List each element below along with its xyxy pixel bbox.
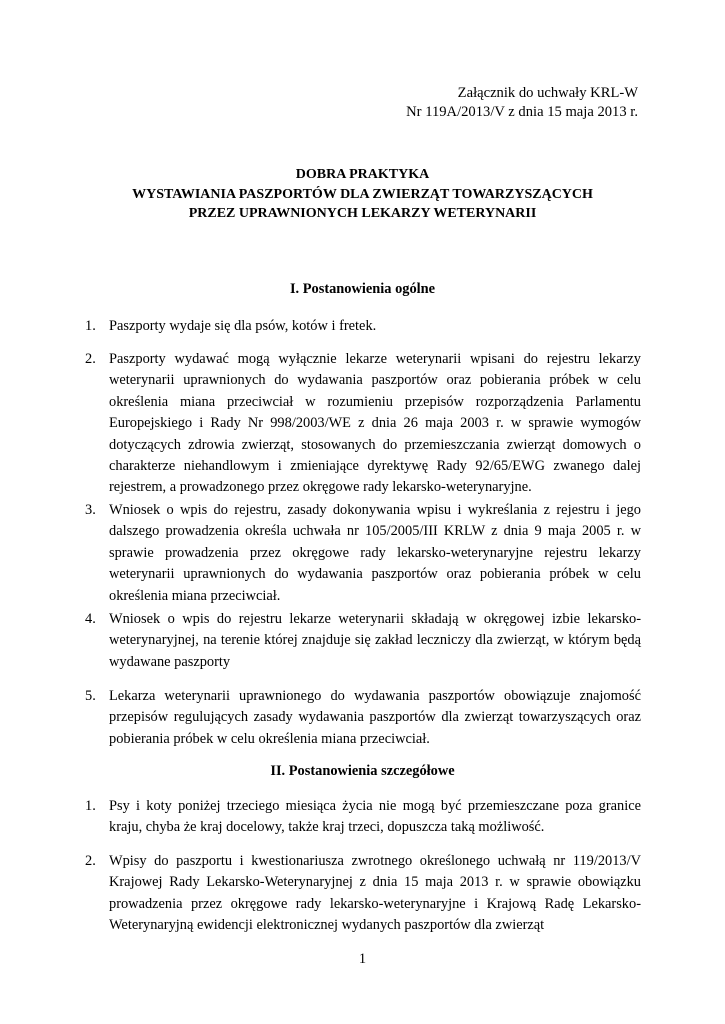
- section-2-heading: II. Postanowienia szczegółowe: [270, 763, 455, 779]
- list-item-number: 5.: [85, 688, 96, 704]
- list-item-number: 1.: [85, 798, 96, 814]
- section-1-heading: I. Postanowienia ogólne: [289, 281, 436, 297]
- list-item: [85, 851, 641, 937]
- annex-line-1: Załącznik do uchwały KRL-W: [457, 85, 638, 101]
- document-title: [0, 165, 725, 224]
- page-number: 1: [358, 951, 367, 967]
- list-item-text: Lekarza weterynarii uprawnionego do wydawania paszportów obowiązuje znajomość przepisów regulujących zasady wydawania paszportów dla zwierząt towarzyszących oraz pobierania próbek w celu określenia miana przeciwciał.: [109, 688, 641, 747]
- list-item: [85, 349, 641, 499]
- list-item-text: Paszporty wydaje się dla psów, kotów i fretek.: [109, 318, 377, 334]
- list-item: [85, 796, 641, 839]
- list-item-number: 4.: [85, 611, 96, 627]
- title-line-1: DOBRA PRAKTYKA: [295, 167, 430, 182]
- list-item-text: Paszporty wydawać mogą wyłącznie lekarze weterynarii wpisani do rejestru lekarzy weterynarii uprawnionych do wydawania paszportów oraz pobierania próbek w celu określenia miana przeciwciał w rozumieniu przepisów rozporządzenia Parlamentu Europejskiego i Rady Nr 998/2003/WE z dnia 26 maja 2003 r. w sprawie wymogów dotyczących zdrowia zwierząt, stosowanych do przemieszczania zwierząt domowych o charakterze niehandlowym i zmieniające dyrektywę Rady 92/65/EWG zwanego dalej rejestrem, a prowadzonego przez okręgowe rady lekarsko-weterynaryjne.: [109, 351, 641, 496]
- list-item-text: Wpisy do paszportu i kwestionariusza zwrotnego określonego uchwałą nr 119/2013/V Krajowej Rady Lekarsko-Weterynaryjnej z dnia 15 maja 2013 r. w sprawie obowiązku prowadzenia przez okręgowe rady lekarsko-weterynaryjne i Krajową Radę Lekarsko-Weterynaryjną ewidencji elektronicznej wydanych paszportów dla zwierząt: [109, 853, 641, 934]
- list-item: [85, 686, 641, 750]
- list-item-text: Wniosek o wpis do rejestru, zasady dokonywania wpisu i wykreślania z rejestru i jego dalszego prowadzenia określa uchwała nr 105/2005/III KRLW z dnia 9 maja 2005 r. w sprawie prowadzenia przez okręgowe rady lekarsko-weterynaryjne rejestru lekarzy weterynarii uprawnionych do wydawania paszportów oraz pobierania próbek w celu określenia miana przeciwciał.: [109, 502, 641, 604]
- list-item-number: 2.: [85, 351, 96, 367]
- list-item-text: Wniosek o wpis do rejestru lekarze weterynarii składają w okręgowej izbie lekarsko-weterynaryjnej, na terenie której znajduje się zakład leczniczy dla zwierząt, w którym będą wydawane paszporty: [109, 611, 641, 670]
- list-item: [85, 316, 641, 337]
- list-item: [85, 609, 641, 673]
- list-item-number: 3.: [85, 502, 96, 518]
- annex-header: [406, 84, 638, 122]
- annex-line-2: Nr 119A/2013/V z dnia 15 maja 2013 r.: [406, 104, 638, 120]
- list-item-text: Psy i koty poniżej trzeciego miesiąca życia nie mogą być przemieszczane poza granice kraju, chyba że kraj docelowy, także kraj trzeci, dopuszcza taką możliwość.: [109, 798, 641, 836]
- title-line-2: WYSTAWIANIA PASZPORTÓW DLA ZWIERZĄT TOWARZYSZĄCYCH: [132, 186, 593, 202]
- list-item-number: 2.: [85, 853, 96, 869]
- list-item: [85, 500, 641, 607]
- title-line-3: PRZEZ UPRAWNIONYCH LEKARZY WETERYNARII: [188, 206, 537, 221]
- list-item-number: 1.: [85, 318, 96, 334]
